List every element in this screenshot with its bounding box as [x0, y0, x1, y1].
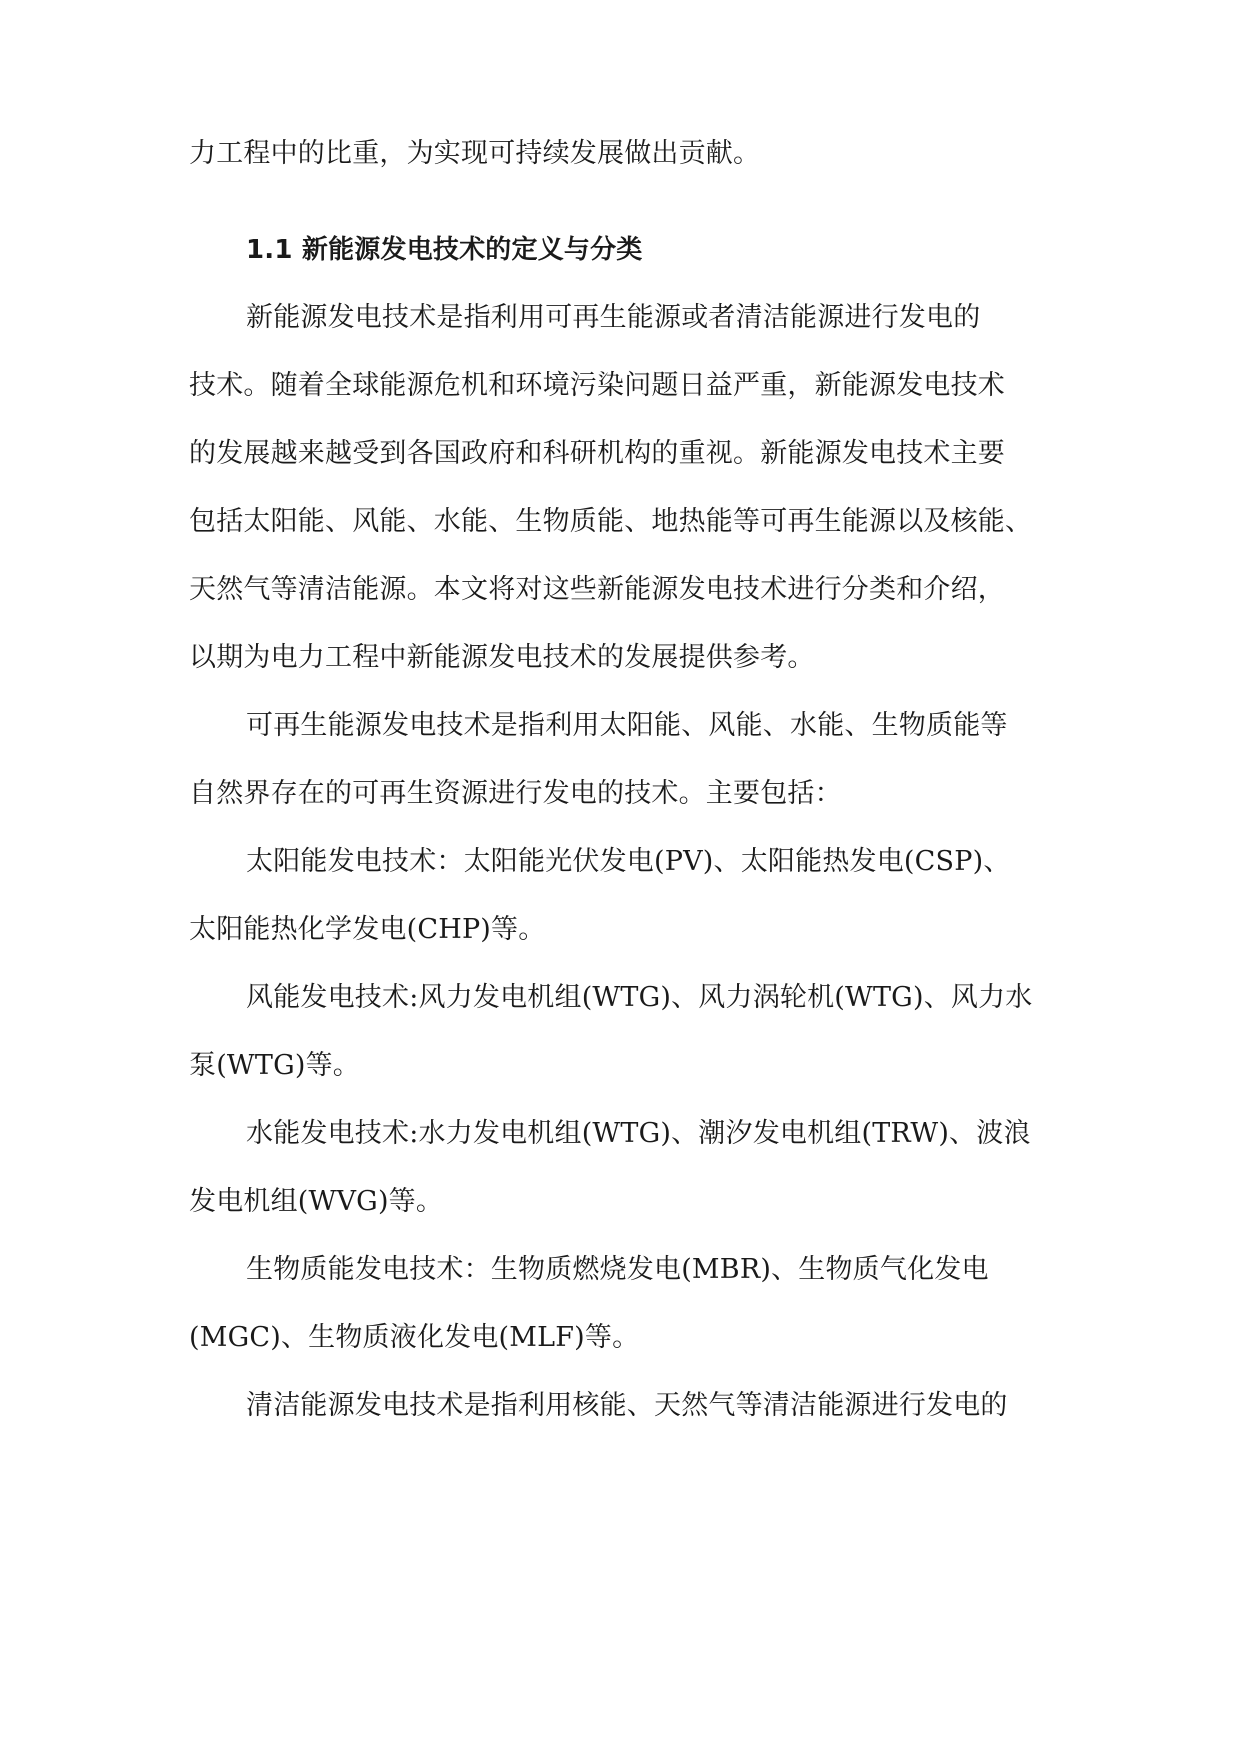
text-line: 的发展越来越受到各国政府和科研机构的重视。新能源发电技术主要 — [189, 438, 1005, 469]
text-line: 天然气等清洁能源。本文将对这些新能源发电技术进行分类和介绍， — [189, 574, 1005, 605]
text-line: 以期为电力工程中新能源发电技术的发展提供参考。 — [189, 642, 815, 673]
text-line: (MGC)、生物质液化发电(MLF)等。 — [189, 1322, 640, 1353]
text-line: 发电机组(WVG)等。 — [189, 1186, 444, 1217]
paragraph-first-line: 新能源发电技术是指利用可再生能源或者清洁能源进行发电的 — [246, 302, 981, 333]
paragraph-first-line: 生物质能发电技术：生物质燃烧发电(MBR)、生物质气化发电 — [246, 1254, 989, 1285]
text-line: 技术。随着全球能源危机和环境污染问题日益严重，新能源发电技术 — [189, 370, 1005, 401]
paragraph-first-line: 清洁能源发电技术是指利用核能、天然气等清洁能源进行发电的 — [246, 1390, 1008, 1421]
text-line: 自然界存在的可再生资源进行发电的技术。主要包括： — [189, 778, 842, 809]
paragraph-first-line: 风能发电技术:风力发电机组(WTG)、风力涡轮机(WTG)、风力水 — [246, 982, 1033, 1013]
text-line: 包括太阳能、风能、水能、生物质能、地热能等可再生能源以及核能、 — [189, 506, 1033, 537]
section-heading: 1.1 新能源发电技术的定义与分类 — [246, 235, 643, 265]
paragraph-first-line: 水能发电技术:水力发电机组(WTG)、潮汐发电机组(TRW)、波浪 — [246, 1118, 1031, 1149]
paragraph-first-line: 太阳能发电技术：太阳能光伏发电(PV)、太阳能热发电(CSP)、 — [246, 846, 1011, 877]
text-line: 泵(WTG)等。 — [189, 1050, 360, 1081]
paragraph-first-line: 可再生能源发电技术是指利用太阳能、风能、水能、生物质能等 — [246, 710, 1008, 741]
text-line: 力工程中的比重，为实现可持续发展做出贡献。 — [189, 138, 761, 169]
text-line: 太阳能热化学发电(CHP)等。 — [189, 914, 546, 945]
